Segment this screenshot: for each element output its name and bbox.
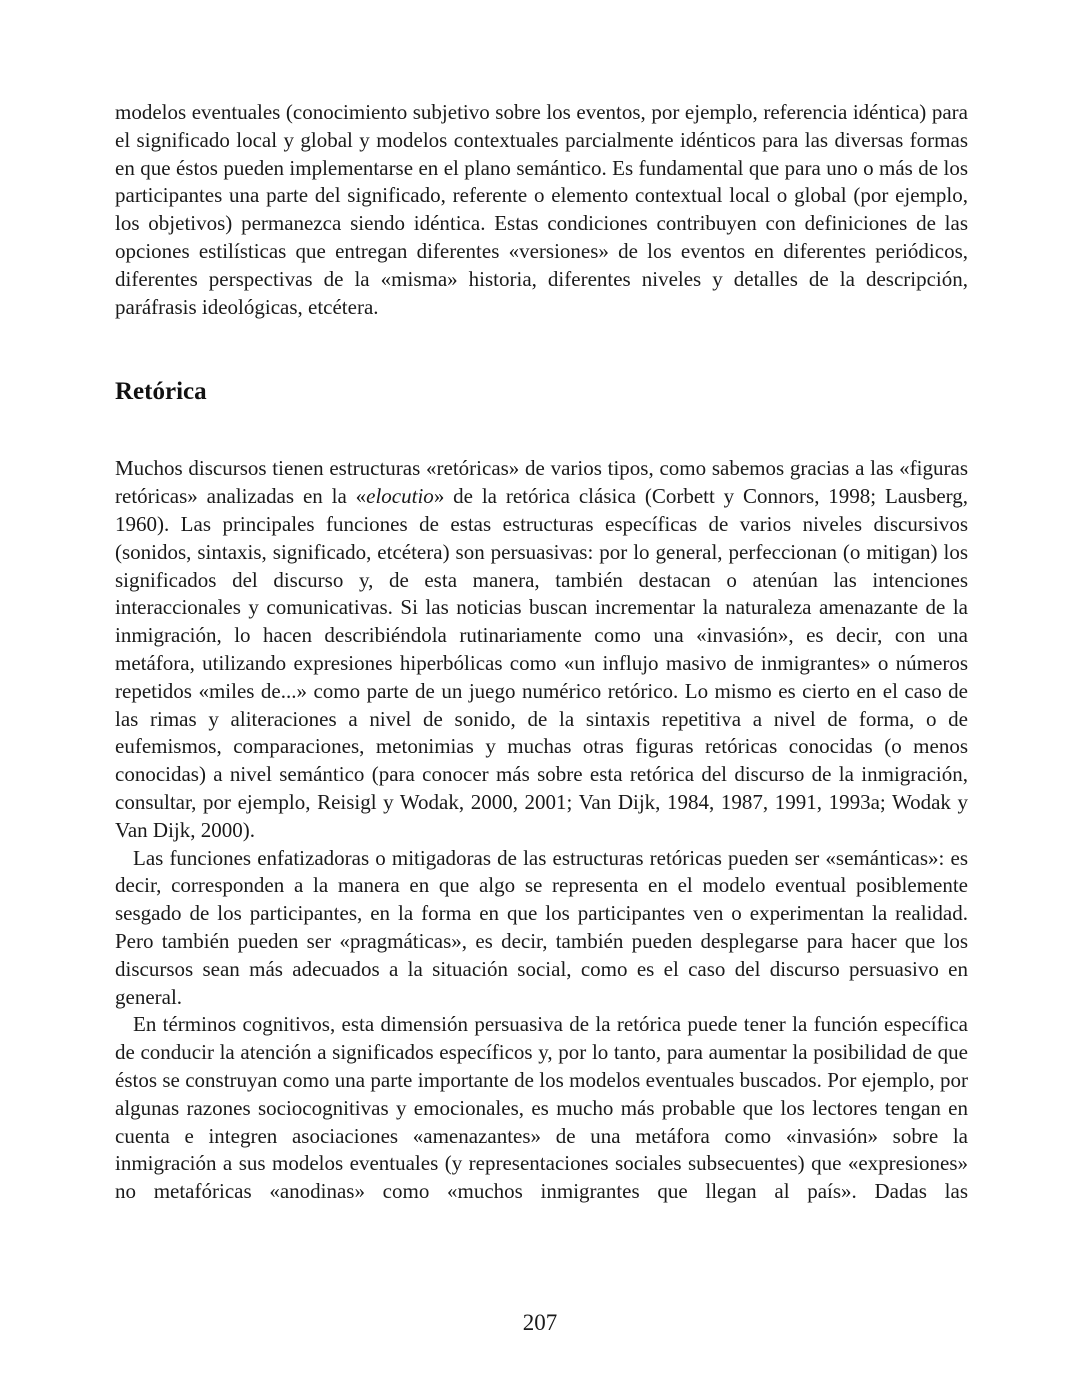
paragraph-text: » de la retórica clásica (Corbett y Connors, 1998; Lausberg, 1960). Las principales funciones de estas estructuras específicas de varios niveles discursivos (sonidos, sintaxis, significado, etcétera) son persuasivas: por lo general, perfeccionan (o mitigan) los significados del discurso y, de esta manera, también destacan o atenúan las intenciones interaccionales y comunicativas. Si las noticias buscan incrementar la naturaleza amenazante de la inmigración, lo hacen describiéndola rutinariamente como una «invasión», es decir, con una metáfora, utilizando expresiones hiperbólicas como «un influjo masivo de inmigrantes» o números repetidos «miles de...» como parte de un juego numérico retórico. Lo mismo es cierto en el caso de las rimas y aliteraciones a nivel de sonido, de la sintaxis repetitiva a nivel de forma, o de eufemismos, comparaciones, metonimias y muchas otras figuras retóricas conocidas (o menos conocidas) a nivel semántico (para conocer más sobre esta retórica del discurso de la inmigración, consultar, por ejemplo, Reisigl y Wodak, 2000, 2001; Van Dijk, 1984, 1987, 1991, 1993a; Wodak y Van Dijk, 2000).	[115, 484, 968, 842]
section-paragraph-1	[115, 455, 968, 844]
italic-term-elocutio: elocutio	[366, 484, 434, 509]
section-paragraph-3: En términos cognitivos, esta dimensión persuasiva de la retórica puede tener la función específica de conducir la atención a significados específicos y, por lo tanto, para aumentar la posibilidad de que éstos se construyan como una parte importante de los modelos eventuales buscados. Por ejemplo, por algunas razones sociocognitivas y emocionales, es mucho más probable que los lectores tengan en cuenta e integren asociaciones «amenazantes» de una metáfora como «invasión» sobre la inmigración a sus modelos eventuales (y representaciones sociales subsecuentes) que «expresiones» no metafóricas «anodinas» como «muchos inmigrantes que llegan al país». Dadas las	[115, 1012, 968, 1204]
intro-paragraph: modelos eventuales (conocimiento subjetivo sobre los eventos, por ejemplo, referencia idéntica) para el significado local y global y modelos contextuales parcialmente idénticos para las diversas formas en que éstos pueden implementarse en el plano semántico. Es fundamental que para uno o más de los participantes una parte del significado, referente o elemento contextual local o global (por ejemplo, los objetivos) permanezca siendo idéntica. Estas condiciones contribuyen con definiciones de las opciones estilísticas que entregan diferentes «versiones» de los eventos en diferentes periódicos, diferentes perspectivas de la «misma» historia, diferentes niveles y detalles de la descripción, paráfrasis ideológicas, etcétera.	[115, 100, 968, 319]
page-number: 207	[522, 1310, 558, 1335]
paragraph-text: Muchos discursos tienen estructuras «retóricas» de varios tipos, como sabemos gracias a las «figuras retóricas» analizadas en la «	[115, 456, 968, 509]
text-block	[115, 99, 968, 1206]
section-heading: Retórica	[115, 378, 207, 406]
section-paragraph-2: Las funciones enfatizadoras o mitigadoras de las estructuras retóricas pueden ser «semánticas»: es decir, corresponden a la manera en que algo se representa en el modelo eventual posiblemente sesgado de los participantes, en la forma en que los participantes ven o experimentan la realidad. Pero también pueden ser «pragmáticas», es decir, también pueden desplegarse para hacer que los discursos sean más adecuados a la situación social, como es el caso del discurso persuasivo en general.	[115, 845, 968, 1009]
